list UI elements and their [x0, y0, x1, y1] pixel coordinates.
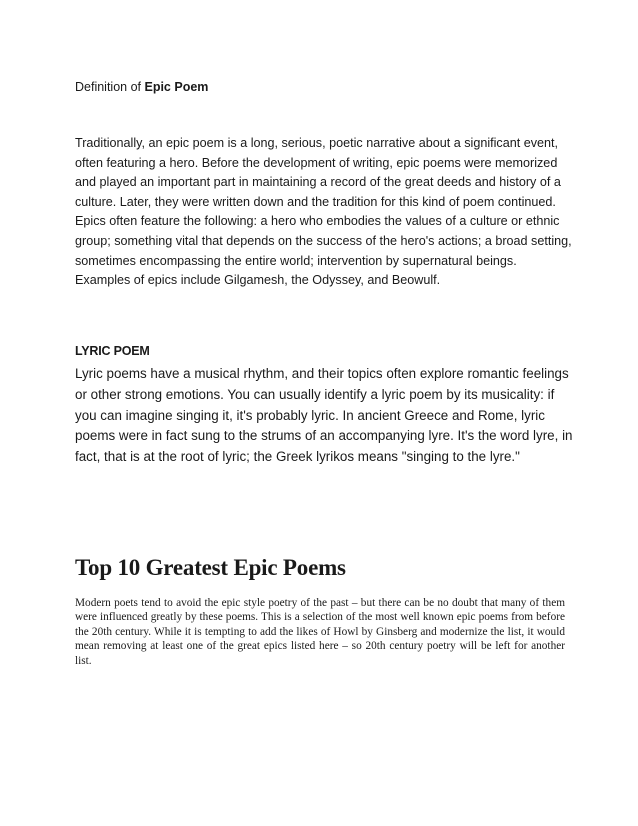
epic-definition-heading — [75, 79, 575, 95]
epic-definition-paragraph: Traditionally, an epic poem is a long, serious, poetic narrative about a significant event, often featuring a hero. Before the development of writing, epic poems were memorized and played an important part in maintaining a record of the great deeds and history of a culture. Later, they were written down and the tradition for this kind of poem continued. Epics often feature the following: a hero who embodies the values of a culture or ethnic group; something vital that depends on the success of the hero's actions; a broad setting, sometimes encompassing the entire world; intervention by supernatural beings. Examples of epics include Gilgamesh, the Odyssey, and Beowulf. — [75, 136, 572, 288]
epic-definition-heading-prefix: Definition of — [75, 80, 145, 94]
lyric-poem-paragraph: Lyric poems have a musical rhythm, and their topics often explore romantic feelings or other strong emotions. You can usually identify a lyric poem by its musicality: if you can imagine singing it, it's probably lyric. In ancient Greece and Rome, lyric poems were in fact sung to the strums of an accompanying lyre. It's the word lyre, in fact, that is at the root of lyric; the Greek lyrikos means "singing to the lyre." — [75, 366, 573, 465]
epic-definition-heading-bold: Epic Poem — [144, 80, 209, 94]
top-10-heading: Top 10 Greatest Epic Poems — [75, 555, 346, 580]
top-10-paragraph: Modern poets tend to avoid the epic style poetry of the past – but there can be no doubt that many of them were influenced greatly by these poems. This is a selection of the most well known epic poems from before the 20th century. While it is tempting to add the likes of Howl by Ginsberg and modernize the list, it would mean removing at least one of the great epics listed here – so 20th century poetry will be left for another list. — [75, 597, 565, 667]
lyric-poem-heading: LYRIC POEM — [75, 344, 150, 358]
